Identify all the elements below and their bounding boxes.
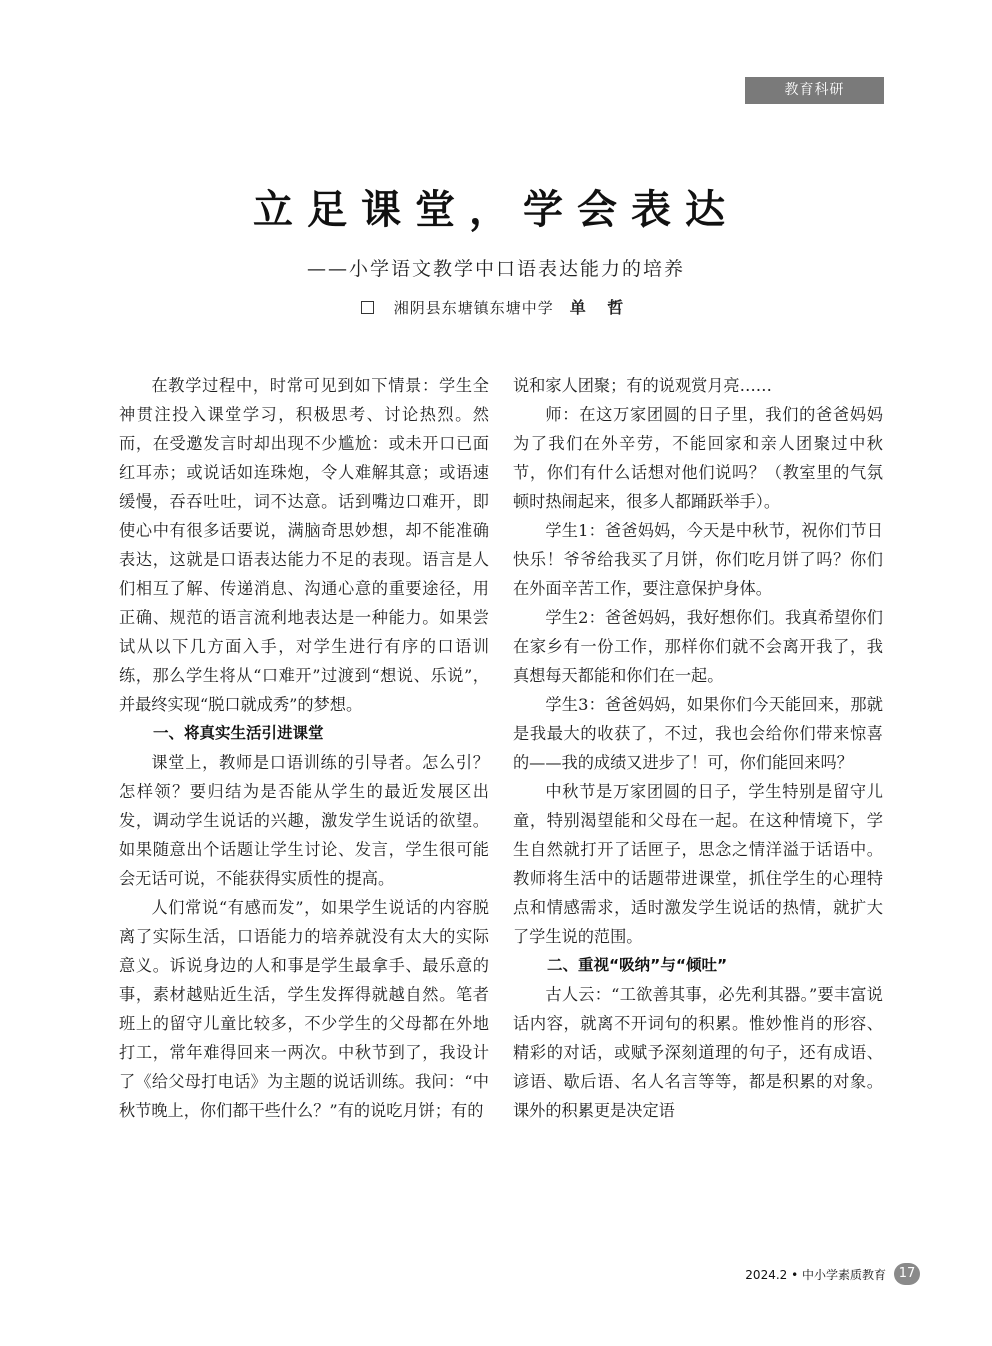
- paragraph: 人们常说“有感而发”，如果学生说话的内容脱离了实际生活，口语能力的培养就没有太大的实际意义。诉说身边的人和事是学生最拿手、最乐意的事，素材越贴近生活，学生发挥得就越自然。笔者班上的留守儿童比较多，不少学生的父母都在外地打工，常年难得回来一两次。中秋节到了，我设计了《给父母打电话》为主题的说话训练。我问：“中秋节晚上，你们都干些什么？”有的说吃月饼；有的: [119, 898, 489, 1120]
- article-title: 立足课堂，学会表达: [253, 186, 739, 233]
- affiliation: 湘阴县东塘镇东塘中学: [393, 299, 554, 317]
- page-footer: [700, 1263, 920, 1287]
- page-number: 17: [894, 1263, 920, 1285]
- paragraph: 在教学过程中，时常可见到如下情景：学生全神贯注投入课堂学习，积极思考、讨论热烈。然而，在受邀发言时却出现不少尴尬：或未开口已面红耳赤；或说话如连珠炮，令人难解其意；或语速缓慢，吞吞吐吐，词不达意。话到嘴边口难开，即使心中有很多话要说，满脑奇思妙想，却不能准确表达，这就是口语表达能力不足的表现。语言是人们相互了解、传递消息、沟通心意的重要途径，用正确、规范的语言流利地表达是一种能力。如果尝试从以下几方面入手，对学生进行有序的口语训练，那么学生将从“口难开”过渡到“想说、乐说”，并最终实现“脱口就成秀”的梦想。: [119, 376, 489, 714]
- paragraph: 学生3：爸爸妈妈，如果你们今天能回来，那就是我最大的收获了，不过，我也会给你们带来惊喜的——我的成绩又进步了！可，你们能回来吗？: [513, 695, 883, 772]
- issue-label: 2024.2 • 中小学素质教育: [745, 1268, 886, 1282]
- section-tag: 教育科研: [745, 77, 884, 104]
- author: 单 哲: [569, 298, 632, 317]
- square-icon: [361, 301, 374, 314]
- paragraph: 学生2：爸爸妈妈，我好想你们。我真希望你们在家乡有一份工作，那样你们就不会离开我了，我真想每天都能和你们在一起。: [513, 608, 883, 685]
- paragraph: 说和家人团聚；有的说观赏月亮……: [513, 376, 772, 395]
- section-heading: 一、将真实生活引进课堂: [153, 724, 324, 742]
- column-left: [119, 371, 489, 1125]
- byline: [0, 295, 992, 321]
- paragraph: 师：在这万家团圆的日子里，我们的爸爸妈妈为了我们在外辛劳，不能回家和亲人团聚过中秋节，你们有什么话想对他们说吗？（教室里的气氛顿时热闹起来，很多人都踊跃举手）。: [513, 405, 883, 511]
- paragraph: 中秋节是万家团圆的日子，学生特别是留守儿童，特别渴望能和父母在一起。在这种情境下，学生自然就打开了话匣子，思念之情洋溢于话语中。教师将生活中的话题带进课堂，抓住学生的心理特点和情感需求，适时激发学生说话的热情，就扩大了学生说的范围。: [513, 782, 883, 946]
- paragraph: 古人云：“工欲善其事，必先利其器。”要丰富说话内容，就离不开词句的积累。惟妙惟肖的形容、精彩的对话，或赋予深刻道理的句子，还有成语、谚语、歇后语、名人名言等等，都是积累的对象。课外的积累更是决定语: [513, 985, 883, 1120]
- section-heading: 二、重视“吸纳”与“倾吐”: [547, 956, 728, 974]
- paragraph: 学生1：爸爸妈妈，今天是中秋节，祝你们节日快乐！爷爷给我买了月饼，你们吃月饼了吗？你们在外面辛苦工作，要注意保护身体。: [513, 521, 883, 598]
- paragraph: 课堂上，教师是口语训练的引导者。怎么引？怎样领？要归结为是否能从学生的最近发展区出发，调动学生说话的兴趣，激发学生说话的欲望。如果随意出个话题让学生讨论、发言，学生很可能会无话可说，不能获得实质性的提高。: [119, 753, 489, 888]
- column-right: [513, 371, 883, 1125]
- article-subtitle: ——小学语文教学中口语表达能力的培养: [306, 258, 685, 280]
